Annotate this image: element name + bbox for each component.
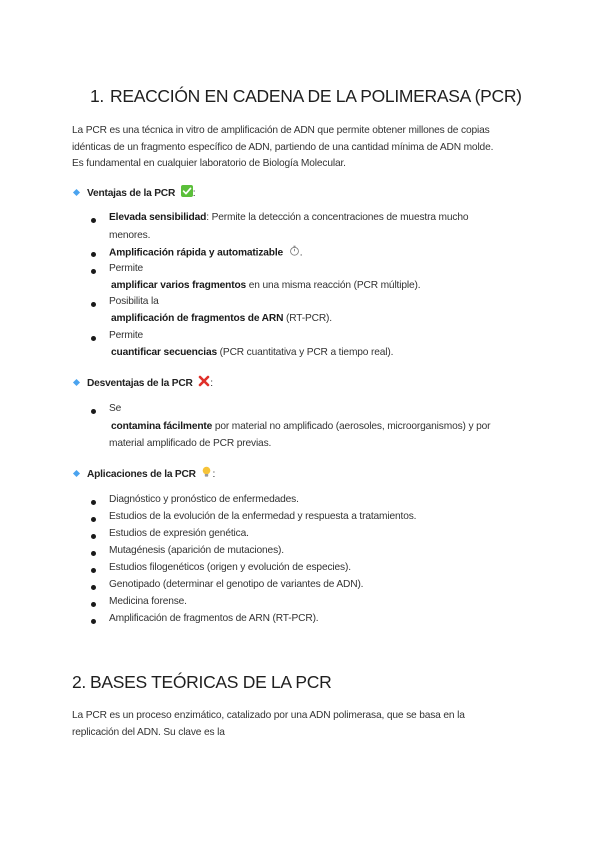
list-bullet xyxy=(91,517,96,522)
section-2-heading xyxy=(72,672,331,693)
section-1-heading xyxy=(90,86,522,107)
list-bullet xyxy=(91,252,96,257)
intro-line: idénticas de un fragmento específico de ADN, partiendo de una cantidad mínima de ADN molde. xyxy=(72,141,494,153)
list-bullet xyxy=(91,302,96,307)
list-item-lead: Se xyxy=(109,403,122,414)
section-1-intro xyxy=(72,123,493,173)
list-item: amplificar varios fragmentos en una misma reacción (PCR múltiple). xyxy=(111,280,421,291)
list-item: Estudios de expresión genética. xyxy=(109,528,249,539)
list-item: Genotipado (determinar el genotipo de variantes de ADN). xyxy=(109,579,364,590)
list-bullet xyxy=(91,218,96,223)
list-item: amplificación de fragmentos de ARN (RT-PCR). xyxy=(111,313,332,324)
list-bullet xyxy=(91,269,96,274)
list-bullet xyxy=(91,500,96,505)
list-item: cuantificar secuencias (PCR cuantitativa y PCR a tiempo real). xyxy=(111,347,394,358)
intro-line: La PCR es un proceso enzimático, catalizado por una ADN polimerasa, que se basa en la xyxy=(72,710,465,721)
list-item: Medicina forense. xyxy=(109,596,187,607)
list-item: Estudios filogenéticos (origen y evolución de especies). xyxy=(109,562,351,573)
list-item: Amplificación rápida y automatizable . xyxy=(109,246,302,260)
list-item: Estudios de la evolución de la enfermedad y respuesta a tratamientos. xyxy=(109,511,417,522)
list-item-continuation: menores. xyxy=(109,230,151,241)
aplicaciones-heading: Aplicaciones de la PCR : xyxy=(74,467,215,482)
cross-mark-icon xyxy=(198,375,210,390)
list-item-continuation: material amplificado de PCR previas. xyxy=(109,438,272,449)
section-2-number: 2. xyxy=(72,672,86,692)
list-item-lead: Permite xyxy=(109,330,144,341)
list-item: Mutagénesis (aparición de mutaciones). xyxy=(109,545,284,556)
list-item: Amplificación de fragmentos de ARN (RT-PCR). xyxy=(109,613,319,624)
list-item-lead: Permite xyxy=(109,263,144,274)
check-mark-icon xyxy=(181,185,193,200)
light-bulb-icon xyxy=(201,466,212,481)
list-bullet xyxy=(91,585,96,590)
list-bullet xyxy=(91,568,96,573)
diamond-bullet-icon xyxy=(73,379,80,386)
section-1-title: REACCIÓN EN CADENA DE LA POLIMERASA (PCR) xyxy=(110,86,522,106)
list-item-lead: Posibilita la xyxy=(109,296,159,307)
list-bullet xyxy=(91,336,96,341)
list-bullet xyxy=(91,602,96,607)
list-item: Diagnóstico y pronóstico de enfermedades. xyxy=(109,494,299,505)
ventajas-heading: Ventajas de la PCR : xyxy=(74,186,195,201)
diamond-bullet-icon xyxy=(73,470,80,477)
list-item: Elevada sensibilidad: Permite la detección a concentraciones de muestra mucho xyxy=(109,212,469,223)
list-bullet xyxy=(91,551,96,556)
list-item: contamina fácilmente por material no amplificado (aerosoles, microorganismos) y por xyxy=(111,421,491,432)
list-bullet xyxy=(91,619,96,624)
list-bullet xyxy=(91,534,96,539)
intro-line: replicación del ADN. Su clave es la xyxy=(72,726,225,738)
stopwatch-icon xyxy=(289,245,300,259)
intro-line: Es fundamental en cualquier laboratorio de Biología Molecular. xyxy=(72,158,346,170)
list-bullet xyxy=(91,409,96,414)
section-2-intro xyxy=(72,708,465,741)
section-1-number: 1. xyxy=(90,86,104,106)
intro-line: La PCR es una técnica in vitro de amplificación de ADN que permite obtener millones de copias xyxy=(72,125,490,136)
desventajas-heading: Desventajas de la PCR : xyxy=(74,376,213,391)
diamond-bullet-icon xyxy=(73,189,80,196)
section-2-title: BASES TEÓRICAS DE LA PCR xyxy=(90,672,332,692)
